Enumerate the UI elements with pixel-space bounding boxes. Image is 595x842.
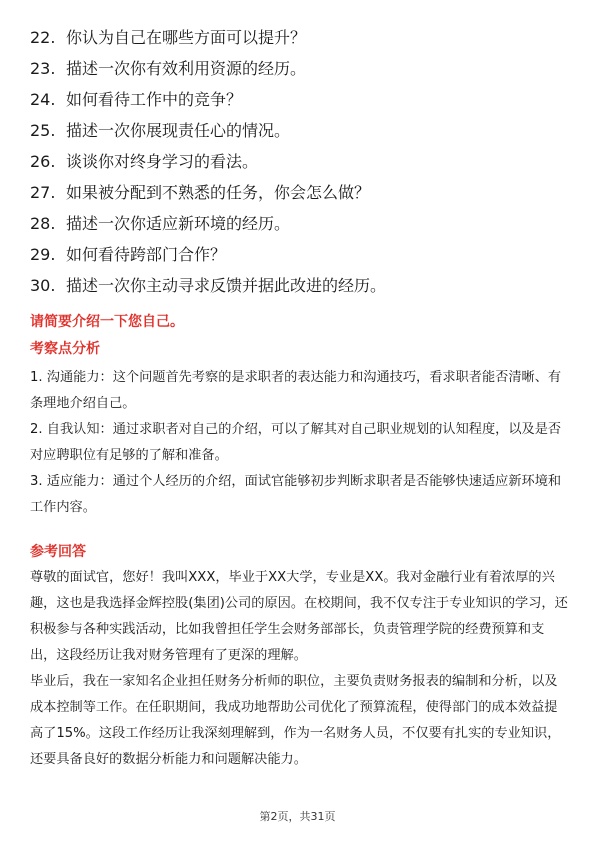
question-number: 28. (30, 214, 56, 233)
answer-heading: 参考回答 (30, 544, 86, 560)
analysis-point: 1. 沟通能力：这个问题首先考察的是求职者的表达能力和沟通技巧，看求职者能否清晰、有条理地介绍自己。 (30, 370, 562, 411)
question-number: 29. (30, 245, 56, 264)
question-heading: 请简要介绍一下您自己。 (30, 314, 184, 330)
question-text: 谈谈你对终身学习的看法。 (66, 152, 259, 171)
question-text: 如何看待跨部门合作？ (66, 245, 227, 264)
question-number: 27. (30, 183, 56, 202)
question-item (30, 115, 570, 146)
analysis-point: 3. 适应能力：通过个人经历的介绍，面试官能够初步判断求职者是否能够快速适应新环境和工作内容。 (30, 474, 562, 515)
question-text: 描述一次你有效利用资源的经历。 (66, 59, 307, 78)
question-text: 描述一次你主动寻求反馈并据此改进的经历。 (66, 276, 387, 295)
question-text: 描述一次你展现责任心的情况。 (66, 121, 291, 140)
answer-section (30, 541, 570, 773)
analysis-section (30, 338, 570, 521)
question-number: 23. (30, 59, 56, 78)
question-number: 25. (30, 121, 56, 140)
question-item (30, 53, 570, 84)
question-number: 30. (30, 276, 56, 295)
question-text: 你认为自己在哪些方面可以提升？ (66, 28, 307, 47)
analysis-point: 2. 自我认知：通过求职者对自己的介绍，可以了解其对自己职业规划的认知程度，以及是否对应聘职位有足够的了解和准备。 (30, 422, 562, 463)
question-text: 描述一次你适应新环境的经历。 (66, 214, 291, 233)
analysis-heading: 考察点分析 (30, 341, 100, 357)
question-number: 26. (30, 152, 56, 171)
page-footer: 第2页，共31页 (259, 810, 336, 823)
question-item (30, 177, 570, 208)
question-text: 如何看待工作中的竞争？ (66, 90, 243, 109)
question-item (30, 22, 570, 53)
question-text: 如果被分配到不熟悉的任务，你会怎么做？ (66, 183, 371, 202)
question-item (30, 239, 570, 270)
question-item (30, 146, 570, 177)
question-heading-block (30, 311, 570, 333)
answer-paragraph: 尊敬的面试官，您好！我叫XXX，毕业于XX大学，专业是XX。我对金融行业有着浓厚的兴趣，这也是我选择金辉控股(集团)公司的原因。在校期间，我不仅专注于专业知识的学习，还积极参与各种实践活动，比如我曾担任学生会财务部部长，负责管理学院的经费预算和支出，这段经历让我对财务管理有了更深的理解。 (30, 570, 568, 663)
question-item (30, 270, 570, 301)
question-number: 22. (30, 28, 56, 47)
answer-paragraph: 毕业后，我在一家知名企业担任财务分析师的职位，主要负责财务报表的编制和分析，以及成本控制等工作。在任职期间，我成功地帮助公司优化了预算流程，使得部门的成本效益提高了15%。这段工作经历让我深刻理解到，作为一名财务人员，不仅要有扎实的专业知识，还要具备良好的数据分析能力和问题解决能力。 (30, 674, 561, 767)
question-number: 24. (30, 90, 56, 109)
question-list (30, 22, 570, 301)
question-item (30, 208, 570, 239)
question-item (30, 84, 570, 115)
